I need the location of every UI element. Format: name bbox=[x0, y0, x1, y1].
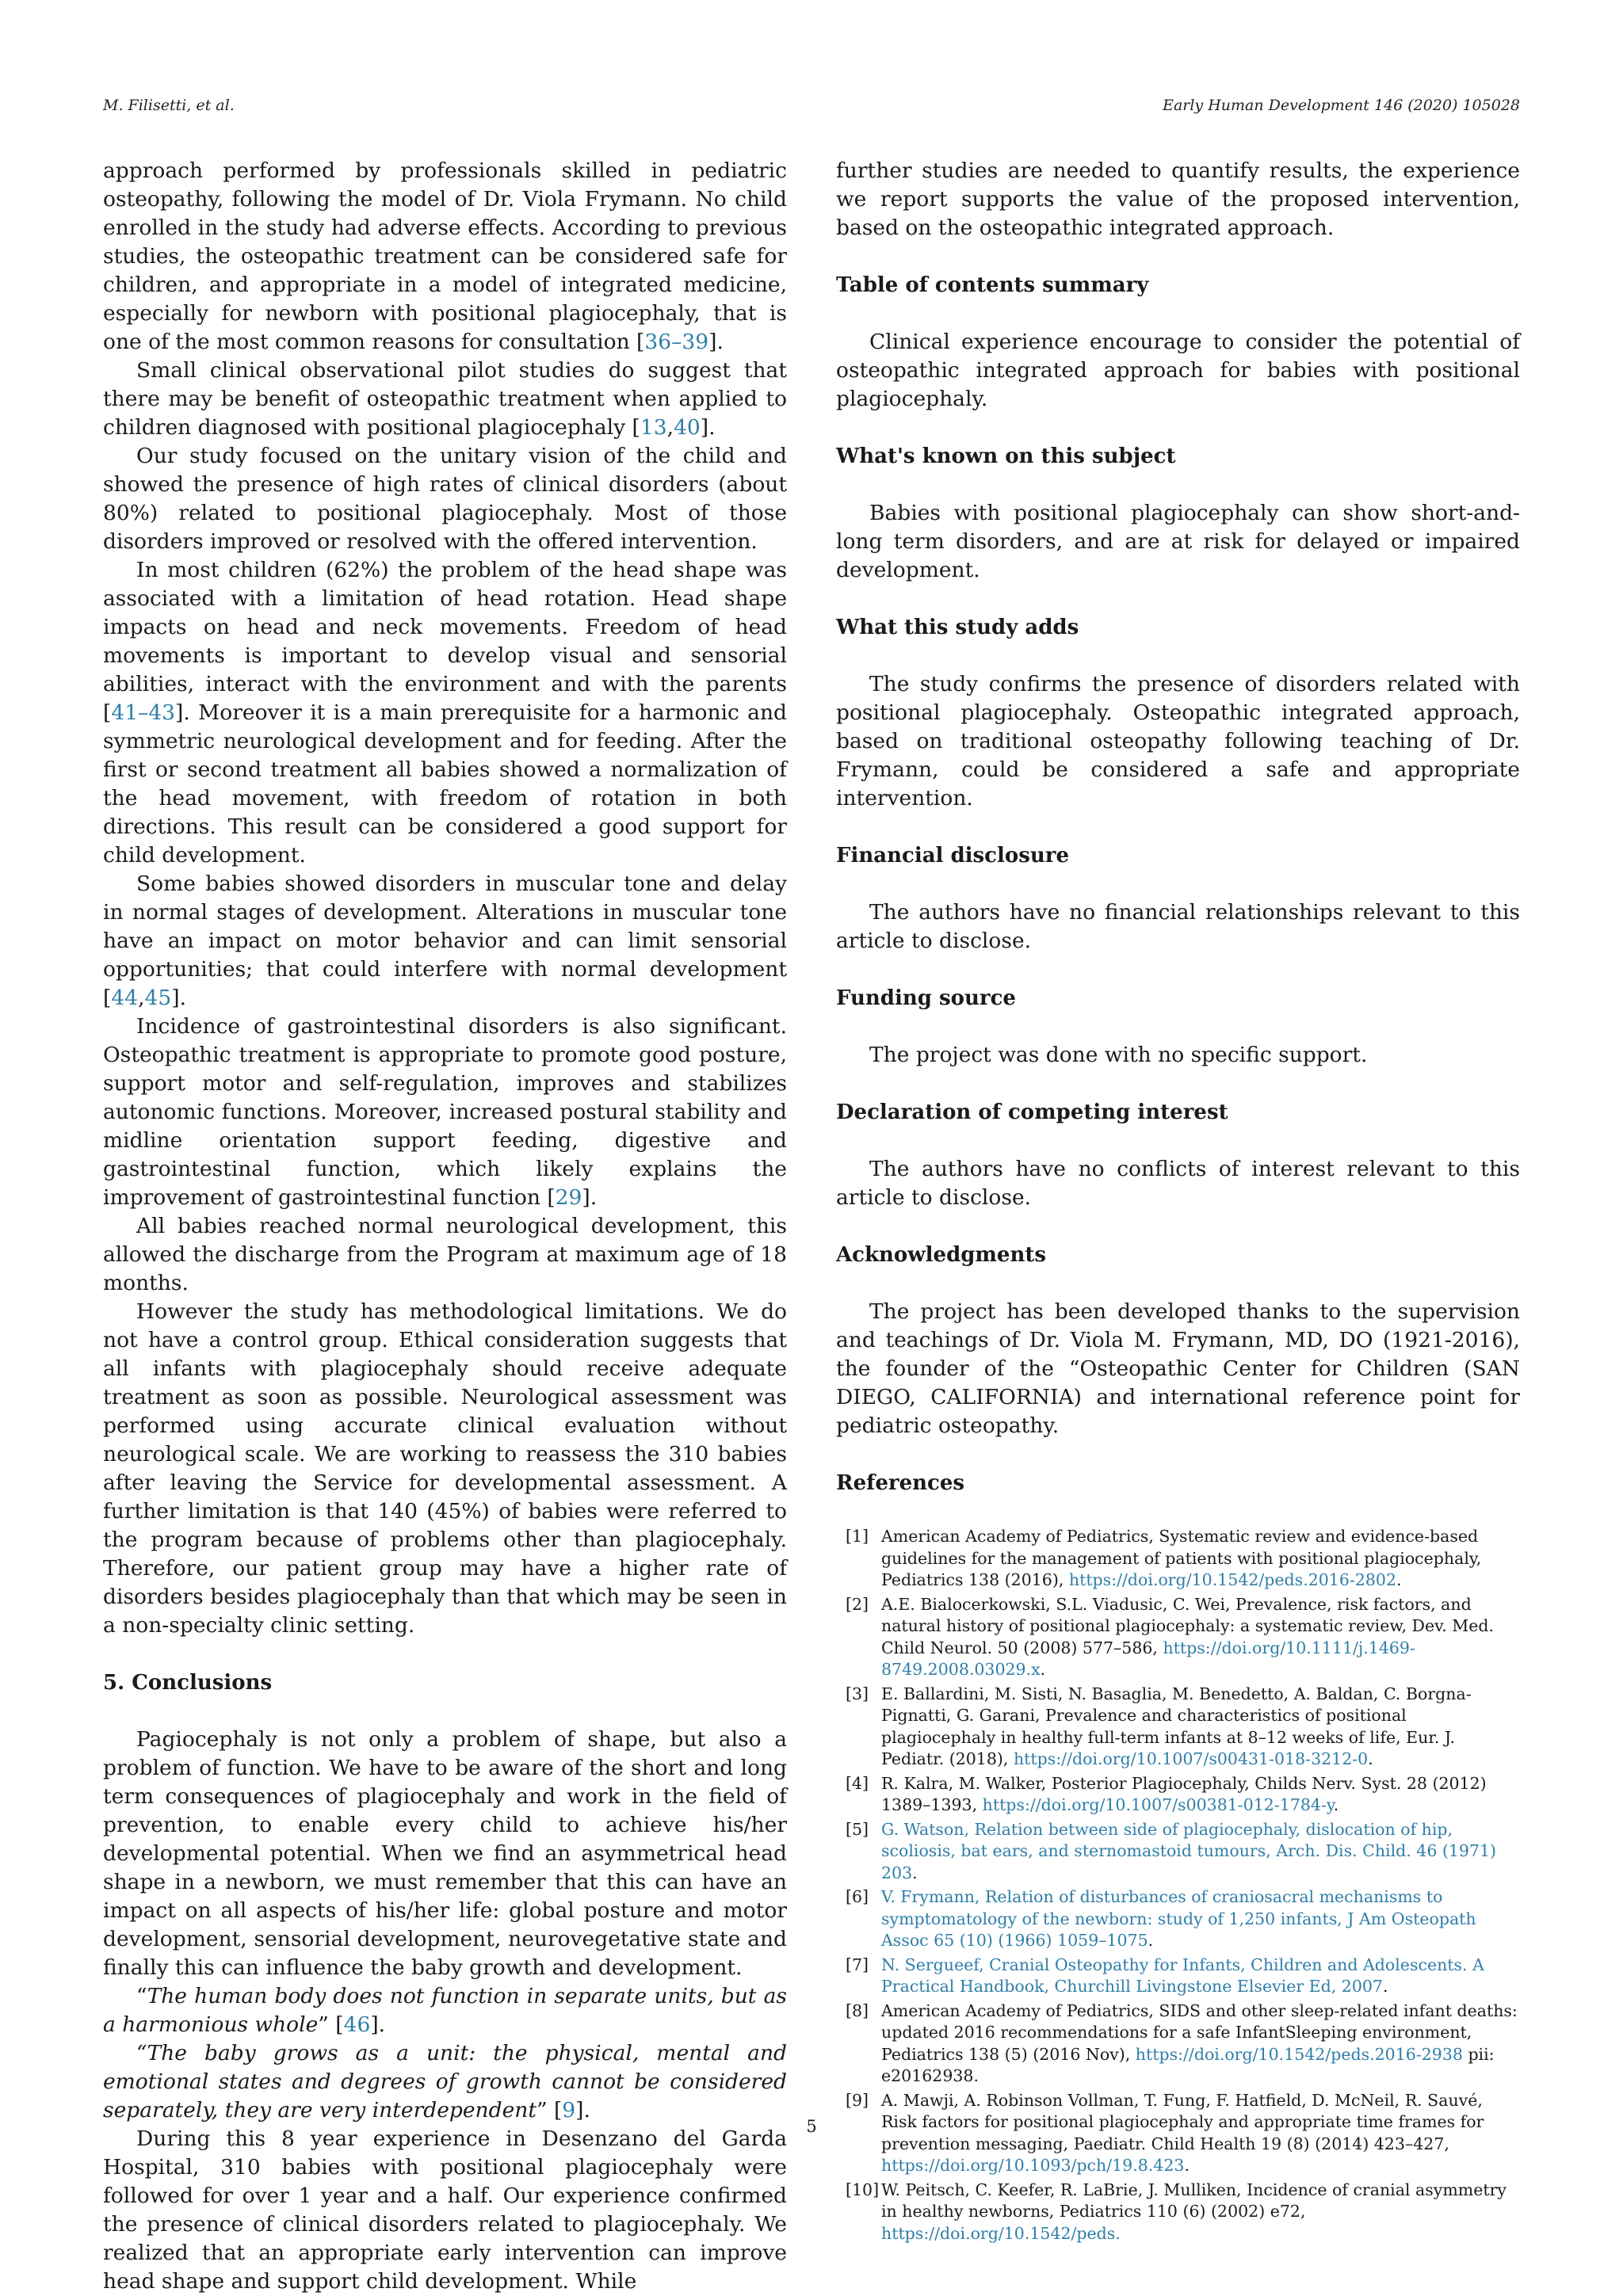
paragraph: The study confirms the presence of disorders related with positional plagiocephaly. Osteopathic integrated approach, based on traditional osteopathy following teaching of Dr. Frymann, could be considered a safe and appropriate intervention. bbox=[836, 672, 1520, 810]
reference-item: [1] American Academy of Pediatrics, Systematic review and evidence-based guidelines for the management of patients with positional plagiocephaly, Pediatrics 138 (2016), https://doi.org/10.1542/peds.2016-2802. bbox=[846, 1527, 1482, 1589]
header-journal: Early Human Development 146 (2020) 105028 bbox=[1163, 97, 1520, 114]
paragraph: However the study has methodological limitations. We do not have a control group. Ethical consideration suggests that all infants with plagiocephaly should receive adequate treatment as soon as possible. Neurological assessment was performed using accurate clinical evaluation without neurological scale. We are working to reassess the 310 babies after leaving the Service for developmental assessment. A further limitation is that 140 (45%) of babies were referred to the program because of problems other than plagiocephaly. Therefore, our patient group may have a higher rate of disorders besides plagiocephaly than that which may be seen in a non-specialty clinic setting. bbox=[103, 1299, 787, 1638]
reference-item: [4] R. Kalra, M. Walker, Posterior Plagiocephaly, Childs Nerv. Syst. 28 (2012) 1389–1393, https://doi.org/10.1007/s00381-012-1784-y. bbox=[846, 1773, 1487, 1814]
paragraph: In most children (62%) the problem of the head shape was associated with a limitation of head rotation. Head shape impacts on head and neck movements. Freedom of head movements is important to develop visual and sensorial abilities, interact with the environment and with the parents [41–43]. Moreover it is a main prerequisite for a harmonic and symmetric neurological development and for feeding. After the first or second treatment all babies showed a normalization of the head movement, with freedom of rotation in both directions. This result can be considered a good support for child development. bbox=[103, 558, 787, 868]
paragraph: During this 8 year experience in Desenzano del Garda Hospital, 310 babies with positional plagiocephaly were followed for over 1 year and a half. Our experience confirmed the presence of clinical disorders related to plagiocephaly. We realized that an appropriate early intervention can improve head shape and support child development. While bbox=[103, 2126, 787, 2294]
citation-link[interactable]: 41–43 bbox=[111, 700, 176, 725]
section-heading-toc-summary: Table of contents summary bbox=[836, 273, 1149, 297]
citation-link[interactable]: 36–39 bbox=[644, 330, 709, 354]
citation-link[interactable]: 45 bbox=[144, 986, 172, 1010]
paragraph: Small clinical observational pilot studies do suggest that there may be benefit of osteopathic treatment when applied to children diagnosed with positional plagiocephaly [13,40]. bbox=[103, 358, 787, 440]
citation-link[interactable]: 29 bbox=[555, 1185, 582, 1210]
section-heading-references: References bbox=[836, 1471, 965, 1495]
reference-link[interactable]: https://doi.org/10.1007/s00431-018-3212-0 bbox=[1013, 1749, 1369, 1768]
page-number: 5 bbox=[806, 2117, 817, 2136]
right-column bbox=[836, 157, 1520, 2247]
reference-link[interactable]: https://doi.org/10.1542/peds.2016-2938 bbox=[1135, 2044, 1463, 2064]
section-heading-study-adds: What this study adds bbox=[836, 616, 1079, 639]
reference-item: [6] V. Frymann, Relation of disturbances of craniosacral mechanisms to symptomatology of the newborn: study of 1,250 infants, J Am Osteopath Assoc 65 (10) (1966) 1059–1075. bbox=[846, 1887, 1476, 1950]
section-heading-acknowledgments: Acknowledgments bbox=[836, 1243, 1047, 1267]
quote: “The human body does not function in separate units, but as a harmonious whole” [46]. bbox=[103, 1984, 787, 2037]
paragraph: The project has been developed thanks to the supervision and teachings of Dr. Viola M. Frymann, MD, DO (1921-2016), the founder of the “Osteopathic Center for Children (SAN DIEGO, CALIFORNIA) and international reference point for pediatric osteopathy. bbox=[836, 1299, 1520, 1438]
reference-list bbox=[836, 1526, 1520, 2245]
paragraph: All babies reached normal neurological development, this allowed the discharge from the Program at maximum age of 18 months. bbox=[103, 1214, 787, 1295]
section-heading-whats-known: What's known on this subject bbox=[836, 444, 1176, 468]
paragraph: Some babies showed disorders in muscular tone and delay in normal stages of development. Alterations in muscular tone have an impact on motor behavior and can limit sensorial opportunities; that could interfere with normal development [44,45]. bbox=[103, 871, 787, 1010]
reference-link[interactable]: N. Sergueef, Cranial Osteopathy for Infants, Children and Adolescents. A Practical Handbook, Churchill Livingstone Elsevier Ed, 2007 bbox=[881, 1955, 1484, 1996]
citation-link[interactable]: 13 bbox=[640, 415, 667, 440]
paragraph: Clinical experience encourage to consider the potential of osteopathic integrated approach for babies with positional plagiocephaly. bbox=[836, 330, 1520, 411]
reference-item: [2] A.E. Bialocerkowski, S.L. Viadusic, C. Wei, Prevalence, risk factors, and natural history of positional plagiocephaly: a systematic review, Dev. Med. Child Neurol. 50 (2008) 577–586, https://doi.org/10.1111/j.1469-8749.2008.03029.x. bbox=[846, 1594, 1495, 1679]
reference-item: [8] American Academy of Pediatrics, SIDS and other sleep-related infant deaths: updated 2016 recommendations for a safe InfantSleeping environment, Pediatrics 138 (5) (2016 Nov), https://doi.org/10.1542/peds.2016-2938 pii: e20162938. bbox=[846, 2000, 1518, 2085]
paragraph: The project was done with no specific support. bbox=[869, 1043, 1368, 1067]
reference-item: [3] E. Ballardini, M. Sisti, N. Basaglia, M. Benedetto, A. Baldan, C. Borgna-Pignatti, G. Garani, Prevalence and characteristics of positional plagiocephaly in healthy full-term infants at 8–12 weeks of life, Eur. J. Pediatr. (2018), https://doi.org/10.1007/s00431-018-3212-0. bbox=[846, 1684, 1472, 1768]
paragraph: The authors have no financial relationships relevant to this article to disclose. bbox=[836, 900, 1520, 953]
citation-link[interactable]: 44 bbox=[111, 986, 139, 1010]
section-heading-financial: Financial disclosure bbox=[836, 844, 1069, 868]
section-heading-competing-interest: Declaration of competing interest bbox=[836, 1100, 1228, 1124]
reference-link[interactable]: https://doi.org/10.1542/peds. bbox=[881, 2223, 1121, 2243]
reference-link[interactable]: G. Watson, Relation between side of plagiocephaly, dislocation of hip, scoliosis, bat ears, and sternomastoid tumours, Arch. Dis. Child. 46 (1971) 203 bbox=[881, 1819, 1497, 1882]
reference-link[interactable]: https://doi.org/10.1111/j.1469-8749.2008.03029.x bbox=[881, 1638, 1415, 1679]
section-heading-conclusions: 5. Conclusions bbox=[103, 1671, 273, 1695]
reference-item: [7] N. Sergueef, Cranial Osteopathy for Infants, Children and Adolescents. A Practical Handbook, Churchill Livingstone Elsevier Ed, 2007. bbox=[846, 1955, 1484, 1996]
citation-link[interactable]: 40 bbox=[674, 415, 701, 440]
reference-link[interactable]: https://doi.org/10.1093/pch/19.8.423 bbox=[881, 2156, 1185, 2175]
citation-link[interactable]: 46 bbox=[343, 2012, 371, 2037]
quote: “The baby grows as a unit: the physical, mental and emotional states and degrees of growth cannot be considered separately, they are very interdependent” [9]. bbox=[103, 2041, 787, 2122]
paragraph: Our study focused on the unitary vision of the child and showed the presence of high rates of clinical disorders (about 80%) related to positional plagiocephaly. Most of those disorders improved or resolved with the offered intervention. bbox=[103, 444, 787, 554]
section-heading-funding: Funding source bbox=[836, 986, 1016, 1010]
paragraph: Incidence of gastrointestinal disorders is also significant. Osteopathic treatment is appropriate to promote good posture, support motor and self-regulation, improves and stabilizes autonomic functions. Moreover, increased postural stability and midline orientation support feeding, digestive and gastrointestinal function, which likely explains the improvement of gastrointestinal function [29]. bbox=[103, 1014, 787, 1210]
paragraph: Babies with positional plagiocephaly can show short-and-long term disorders, and are at risk for delayed or impaired development. bbox=[836, 501, 1520, 582]
paragraph: further studies are needed to quantify results, the experience we report supports the value of the proposed intervention, based on the osteopathic integrated approach. bbox=[836, 158, 1520, 240]
reference-item: [5] G. Watson, Relation between side of plagiocephaly, dislocation of hip, scoliosis, bat ears, and sternomastoid tumours, Arch. Dis. Child. 46 (1971) 203. bbox=[846, 1819, 1497, 1882]
header-authors: M. Filisetti, et al. bbox=[103, 97, 235, 114]
reference-link[interactable]: V. Frymann, Relation of disturbances of craniosacral mechanisms to symptomatology of the newborn: study of 1,250 infants, J Am Osteopath Assoc 65 (10) (1966) 1059–1075 bbox=[881, 1887, 1476, 1950]
reference-item: [10] W. Peitsch, C. Keefer, R. LaBrie, J. Mulliken, Incidence of cranial asymmetry in healthy newborns, Pediatrics 110 (6) (2002) e72, https://doi.org/10.1542/peds. bbox=[846, 2180, 1507, 2243]
reference-link[interactable]: https://doi.org/10.1007/s00381-012-1784-y bbox=[982, 1795, 1334, 1814]
paragraph: Pagiocephaly is not only a problem of shape, but also a problem of function. We have to be aware of the short and long term consequences of plagiocephaly and work in the field of prevention, to enable every child to achieve his/her developmental potential. When we find an asymmetrical head shape in a newborn, we must remember that this can have an impact on all aspects of his/her life: global posture and motor development, sensorial development, neurovegetative state and finally this can influence the baby growth and development. bbox=[103, 1727, 787, 1980]
reference-link[interactable]: https://doi.org/10.1542/peds.2016-2802 bbox=[1068, 1570, 1396, 1589]
reference-item: [9] A. Mawji, A. Robinson Vollman, T. Fung, F. Hatfield, D. McNeil, R. Sauvé, Risk factors for positional plagiocephaly and appropriate time frames for prevention messaging, Paediatr. Child Health 19 (8) (2014) 423–427, https://doi.org/10.1093/pch/19.8.423. bbox=[846, 2090, 1484, 2175]
left-column bbox=[103, 157, 787, 2296]
running-header bbox=[103, 97, 1520, 120]
paragraph: The authors have no conflicts of interest relevant to this article to disclose. bbox=[836, 1157, 1520, 1210]
paragraph: approach performed by professionals skilled in pediatric osteopathy, following the model of Dr. Viola Frymann. No child enrolled in the study had adverse effects. According to previous studies, the osteopathic treatment can be considered safe for children, and appropriate in a model of integrated medicine, especially for newborn with positional plagiocephaly, that is one of the most common reasons for consultation [36–39]. bbox=[103, 158, 787, 354]
citation-link[interactable]: 9 bbox=[562, 2098, 576, 2122]
